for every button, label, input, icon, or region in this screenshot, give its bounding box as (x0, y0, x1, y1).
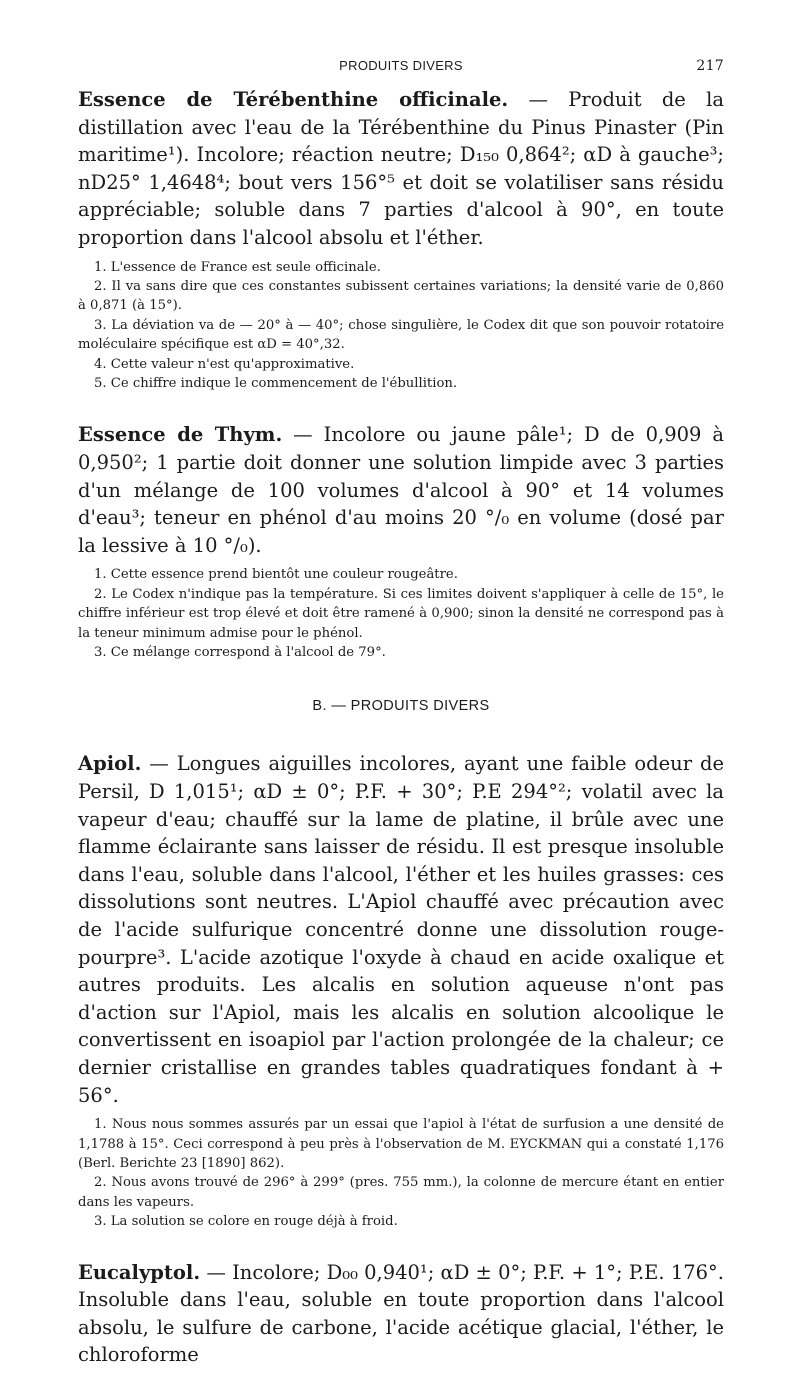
entry-body (78, 750, 724, 1109)
footnotes (78, 258, 724, 394)
footnote: 2. Il va sans dire que ces constantes subissent certaines variations; la densité varie de 0,860 à 0,871 (à 15°). (78, 278, 724, 314)
footnote: 3. Ce mélange correspond à l'alcool de 79°. (94, 645, 386, 660)
page (78, 52, 724, 1369)
entry-body (78, 421, 724, 559)
entry-text: — Incolore; D₀₀ 0,940¹; αD ± 0°; P.F. + 1°; P.E. 176°. Insoluble dans l'eau, soluble en toute proportion dans l'alcool absolu, le sulfure de carbone, l'acide acétique glacial, l'éther, le chloroforme (78, 1260, 724, 1367)
entry-apiol (78, 750, 724, 1231)
entry-text: — Longues aiguilles incolores, ayant une faible odeur de Persil, D 1,015¹; αD ± 0°; P.F. + 30°; P.E 294°²; volatil avec la vapeur d'eau; chauffé sur la lame de platine, il brûle avec une flamme éclairante sans laisser de résidu. Il est presque insoluble dans l'eau, soluble dans l'alcool, l'éther et les huiles grasses: ces dissolutions sont neutres. L'Apiol chauffé avec précaution avec de l'acide sulfurique concentré donne une dissolution rouge-pourpre³. L'acide azotique l'oxyde à chaud en acide oxalique et autres produits. Les alcalis en solution aqueuse n'ont pas d'action sur l'Apiol, mais les alcalis en solution alcoolique le convertissent en isoapiol par l'action prolongée de la chaleur; ce dernier cristallise en grandes tables quadratiques fondant à + 56°. (78, 752, 724, 1107)
entry-lemma: Eucalyptol. (78, 1260, 201, 1284)
footnotes (78, 1115, 724, 1231)
entry-lemma: Essence de Térébenthine officinale. (78, 88, 509, 111)
running-head (78, 52, 724, 78)
entry-lemma: Apiol. (78, 752, 142, 776)
footnote: 1. Nous nous sommes assurés par un essai que l'apiol à l'état de surfusion a une densité de 1,1788 à 15°. Ceci correspond à peu près à l'observation de M. EYCKMAN qui a constaté 1,176 (Berl. Berichte 23 [1890] 862). (78, 1117, 724, 1171)
section-heading: B. — PRODUITS DIVERS (312, 698, 490, 715)
entry-body (78, 1259, 724, 1369)
footnote: 3. La solution se colore en rouge déjà à froid. (94, 1214, 398, 1230)
footnote: 4. Cette valeur n'est qu'approximative. (94, 356, 355, 372)
entry-terebenthine (78, 86, 724, 393)
entry-text: — Produit de la distillation avec l'eau de la Térébenthine du Pinus Pinaster (Pin maritime¹). Incolore; réaction neutre; D₁₅₀ 0,864²; αD à gauche³; nD25° 1,4648⁴; bout vers 156°⁵ et doit se volatiliser sans résidu appréciable; soluble dans 7 parties d'alcool à 90°, en toute proportion dans l'alcool absolu et l'éther. (78, 88, 724, 249)
entry-lemma: Essence de Thym. (78, 423, 283, 447)
page-number: 217 (696, 58, 724, 74)
footnote: 3. La déviation va de — 20° à — 40°; chose singulière, le Codex dit que son pouvoir rotatoire moléculaire spécifique est αD = 40°,32. (78, 317, 724, 353)
running-title: PRODUITS DIVERS (339, 58, 463, 73)
footnote: 1. L'essence de France est seule officinale. (94, 259, 381, 275)
entry-body (78, 86, 724, 252)
footnote: 5. Ce chiffre indique le commencement de l'ébullition. (94, 376, 458, 391)
entry-text: — Incolore ou jaune pâle¹; D de 0,909 à 0,950²; 1 partie doit donner une solution limpide avec 3 parties d'un mélange de 100 volumes d'alcool à 90° et 14 volumes d'eau³; teneur en phénol d'au moins 20 °/₀ en volume (dosé par la lessive à 10 °/₀). (78, 423, 724, 557)
footnotes (78, 565, 724, 662)
footnote: 2. Nous avons trouvé de 296° à 299° (pres. 755 mm.), la colonne de mercure étant en entier dans les vapeurs. (78, 1175, 724, 1210)
footnote: 2. Le Codex n'indique pas la température. Si ces limites doivent s'appliquer à celle de 15°, le chiffre inférieur est trop élevé et doit être ramené à 0,900; sinon la densité ne correspond pas à la teneur minimum admise pour le phénol. (78, 586, 724, 641)
entry-eucalyptol (78, 1259, 724, 1369)
entry-thym (78, 421, 724, 662)
footnote: 1. Cette essence prend bientôt une couleur rougeâtre. (94, 567, 458, 583)
